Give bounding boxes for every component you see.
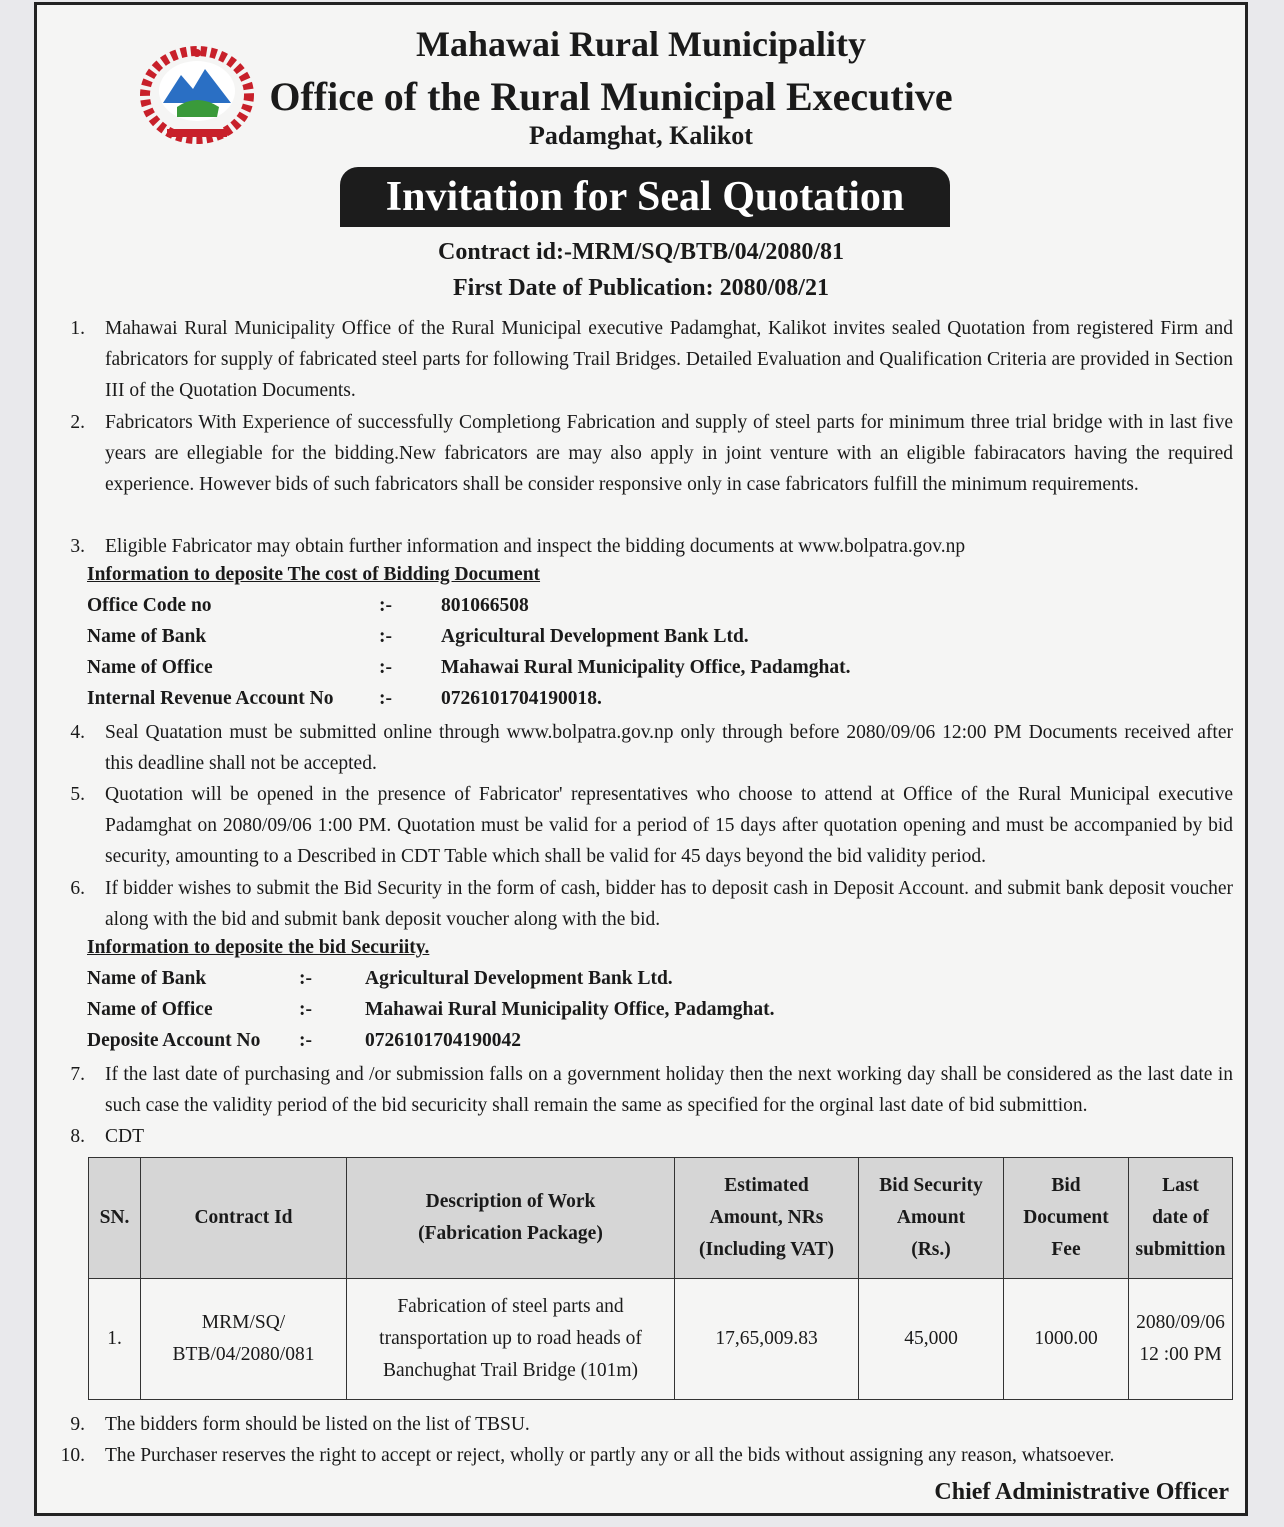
doc-cost-sep: :-	[379, 595, 392, 616]
list-item-text: Quotation will be opened in the presence of Fabricator' representatives who choose to attend at Office of the Rural Municipal executive Padamghat on 2080/09/06 1:00 PM. Quotation must be valid for a period of 15 days after quotation opening and must be accompanied by bid security, amounting to a Described in CDT Table which shall be valid for 45 days beyond the bid validity period.	[105, 784, 1233, 867]
office-name: Office of the Rural Municipal Executive	[269, 74, 953, 119]
cell-estimated-amount: 17,65,009.83	[675, 1279, 859, 1400]
bid-security-value: Agricultural Development Bank Ltd.	[365, 968, 673, 989]
notice-page	[34, 2, 1248, 1516]
doc-cost-key: Name of Office	[87, 657, 213, 678]
col-document-fee: Bid Document Fee	[1004, 1158, 1129, 1279]
list-item-text: The bidders form should be listed on the list of TBSU.	[105, 1414, 530, 1435]
list-item-text: Mahawai Rural Municipality Office of the Rural Municipal executive Padamghat, Kalikot invites sealed Quotation from registered Firm and fabricators for supply of fabricated steel parts for following Trail Bridges. Detailed Evaluation and Qualification Criteria are provided in Section III of the Quotation Documents.	[105, 318, 1233, 401]
doc-cost-value: 801066508	[441, 595, 529, 616]
list-item-text: Seal Quatation must be submitted online through www.bolpatra.gov.np only through before 2080/09/06 12:00 PM Documents received after this deadline shall not be accepted.	[105, 722, 1233, 774]
signature-title: Chief Administrative Officer	[934, 1479, 1229, 1505]
bid-security-sep: :-	[299, 999, 312, 1020]
list-item-text: Fabricators With Experience of successfully Completiong Fabrication and supply of steel parts for minimum three trial bridge with in last five years are ellegiable for the bidding.New fabricators are may also apply in joint venture with an eligible fabiracators having the required experience. However bids of such fabricators shall be consider responsive only in case fabricators fulfill the minimum requirements.	[105, 412, 1233, 495]
list-item-number: 1.	[70, 318, 85, 339]
list-item-text: If the last date of purchasing and /or submission falls on a government holiday then the next working day shall be considered as the last date in such case the validity period of the bid securicity shall remain the same as specified for the orginal last date of bid submittion.	[105, 1064, 1233, 1116]
office-address: Padamghat, Kalikot	[529, 121, 753, 150]
col-last-date: Last date of submittion	[1129, 1158, 1233, 1279]
doc-cost-value: Agricultural Development Bank Ltd.	[441, 626, 749, 647]
list-item-text: CDT	[105, 1126, 144, 1147]
col-sn: SN.	[89, 1158, 141, 1279]
col-bid-security: Bid Security Amount (Rs.)	[859, 1158, 1004, 1279]
list-item-number: 6.	[70, 878, 85, 899]
list-item-number: 5.	[70, 784, 85, 805]
list-item-number: 2.	[70, 412, 85, 433]
bid-security-heading: Information to deposite the bid Securiity.	[87, 937, 430, 958]
cell-description: Fabrication of steel parts and transportation up to road heads of Banchughat Trail Bridge (101m)	[347, 1279, 675, 1400]
col-estimated-amount: Estimated Amount, NRs (Including VAT)	[675, 1158, 859, 1279]
bid-security-key: Name of Office	[87, 999, 213, 1020]
table-header-row	[89, 1158, 1233, 1279]
cell-contract-id: MRM/SQ/ BTB/04/2080/081	[141, 1279, 347, 1400]
bid-security-key: Name of Bank	[87, 968, 207, 989]
doc-cost-sep: :-	[379, 657, 392, 678]
municipality-name: Mahawai Rural Municipality	[415, 24, 867, 64]
list-item-number: 3.	[70, 536, 85, 557]
cell-last-date: 2080/09/06 12 :00 PM	[1129, 1279, 1233, 1400]
doc-cost-heading: Information to deposite The cost of Bidding Document	[87, 564, 541, 585]
list-item-text: The Purchaser reserves the right to accept or reject, wholly or partly any or all the bids without assigning any reason, whatsoever.	[105, 1445, 1115, 1466]
cell-sn: 1.	[89, 1279, 141, 1400]
table-row	[89, 1279, 1233, 1400]
list-item-number: 7.	[70, 1064, 85, 1085]
list-item-text: Eligible Fabricator may obtain further information and inspect the bidding documents at www.bolpatra.gov.np	[105, 536, 966, 557]
publication-date: First Date of Publication: 2080/08/21	[453, 275, 829, 301]
col-description: Description of Work (Fabrication Package)	[347, 1158, 675, 1279]
cell-document-fee: 1000.00	[1004, 1279, 1129, 1400]
doc-cost-sep: :-	[379, 626, 392, 647]
contract-id: Contract id:-MRM/SQ/BTB/04/2080/81	[438, 239, 844, 265]
list-item-number: 4.	[70, 722, 85, 743]
cdt-table	[88, 1157, 1233, 1400]
notice-title-banner: Invitation for Seal Quotation	[340, 167, 950, 227]
list-item-number: 10.	[60, 1445, 85, 1466]
doc-cost-key: Name of Bank	[87, 626, 207, 647]
list-item-number: 9.	[70, 1414, 85, 1435]
bid-security-key: Deposite Account No	[87, 1030, 261, 1051]
doc-cost-key: Internal Revenue Account No	[87, 688, 334, 709]
doc-cost-sep: :-	[379, 688, 392, 709]
bid-security-value: 0726101704190042	[365, 1030, 521, 1051]
doc-cost-key: Office Code no	[87, 595, 212, 616]
cell-bid-security: 45,000	[859, 1279, 1004, 1400]
bid-security-sep: :-	[299, 968, 312, 989]
list-item-number: 8.	[70, 1126, 85, 1147]
list-item-text: If bidder wishes to submit the Bid Security in the form of cash, bidder has to deposit cash in Deposit Account. and submit bank deposit voucher along with the bid and submit bank deposit voucher along with the bid.	[105, 878, 1233, 930]
col-contract-id: Contract Id	[141, 1158, 347, 1279]
doc-cost-value: Mahawai Rural Municipality Office, Padamghat.	[441, 657, 851, 678]
doc-cost-value: 0726101704190018.	[441, 688, 602, 709]
bid-security-sep: :-	[299, 1030, 312, 1051]
bid-security-value: Mahawai Rural Municipality Office, Padamghat.	[365, 999, 775, 1020]
